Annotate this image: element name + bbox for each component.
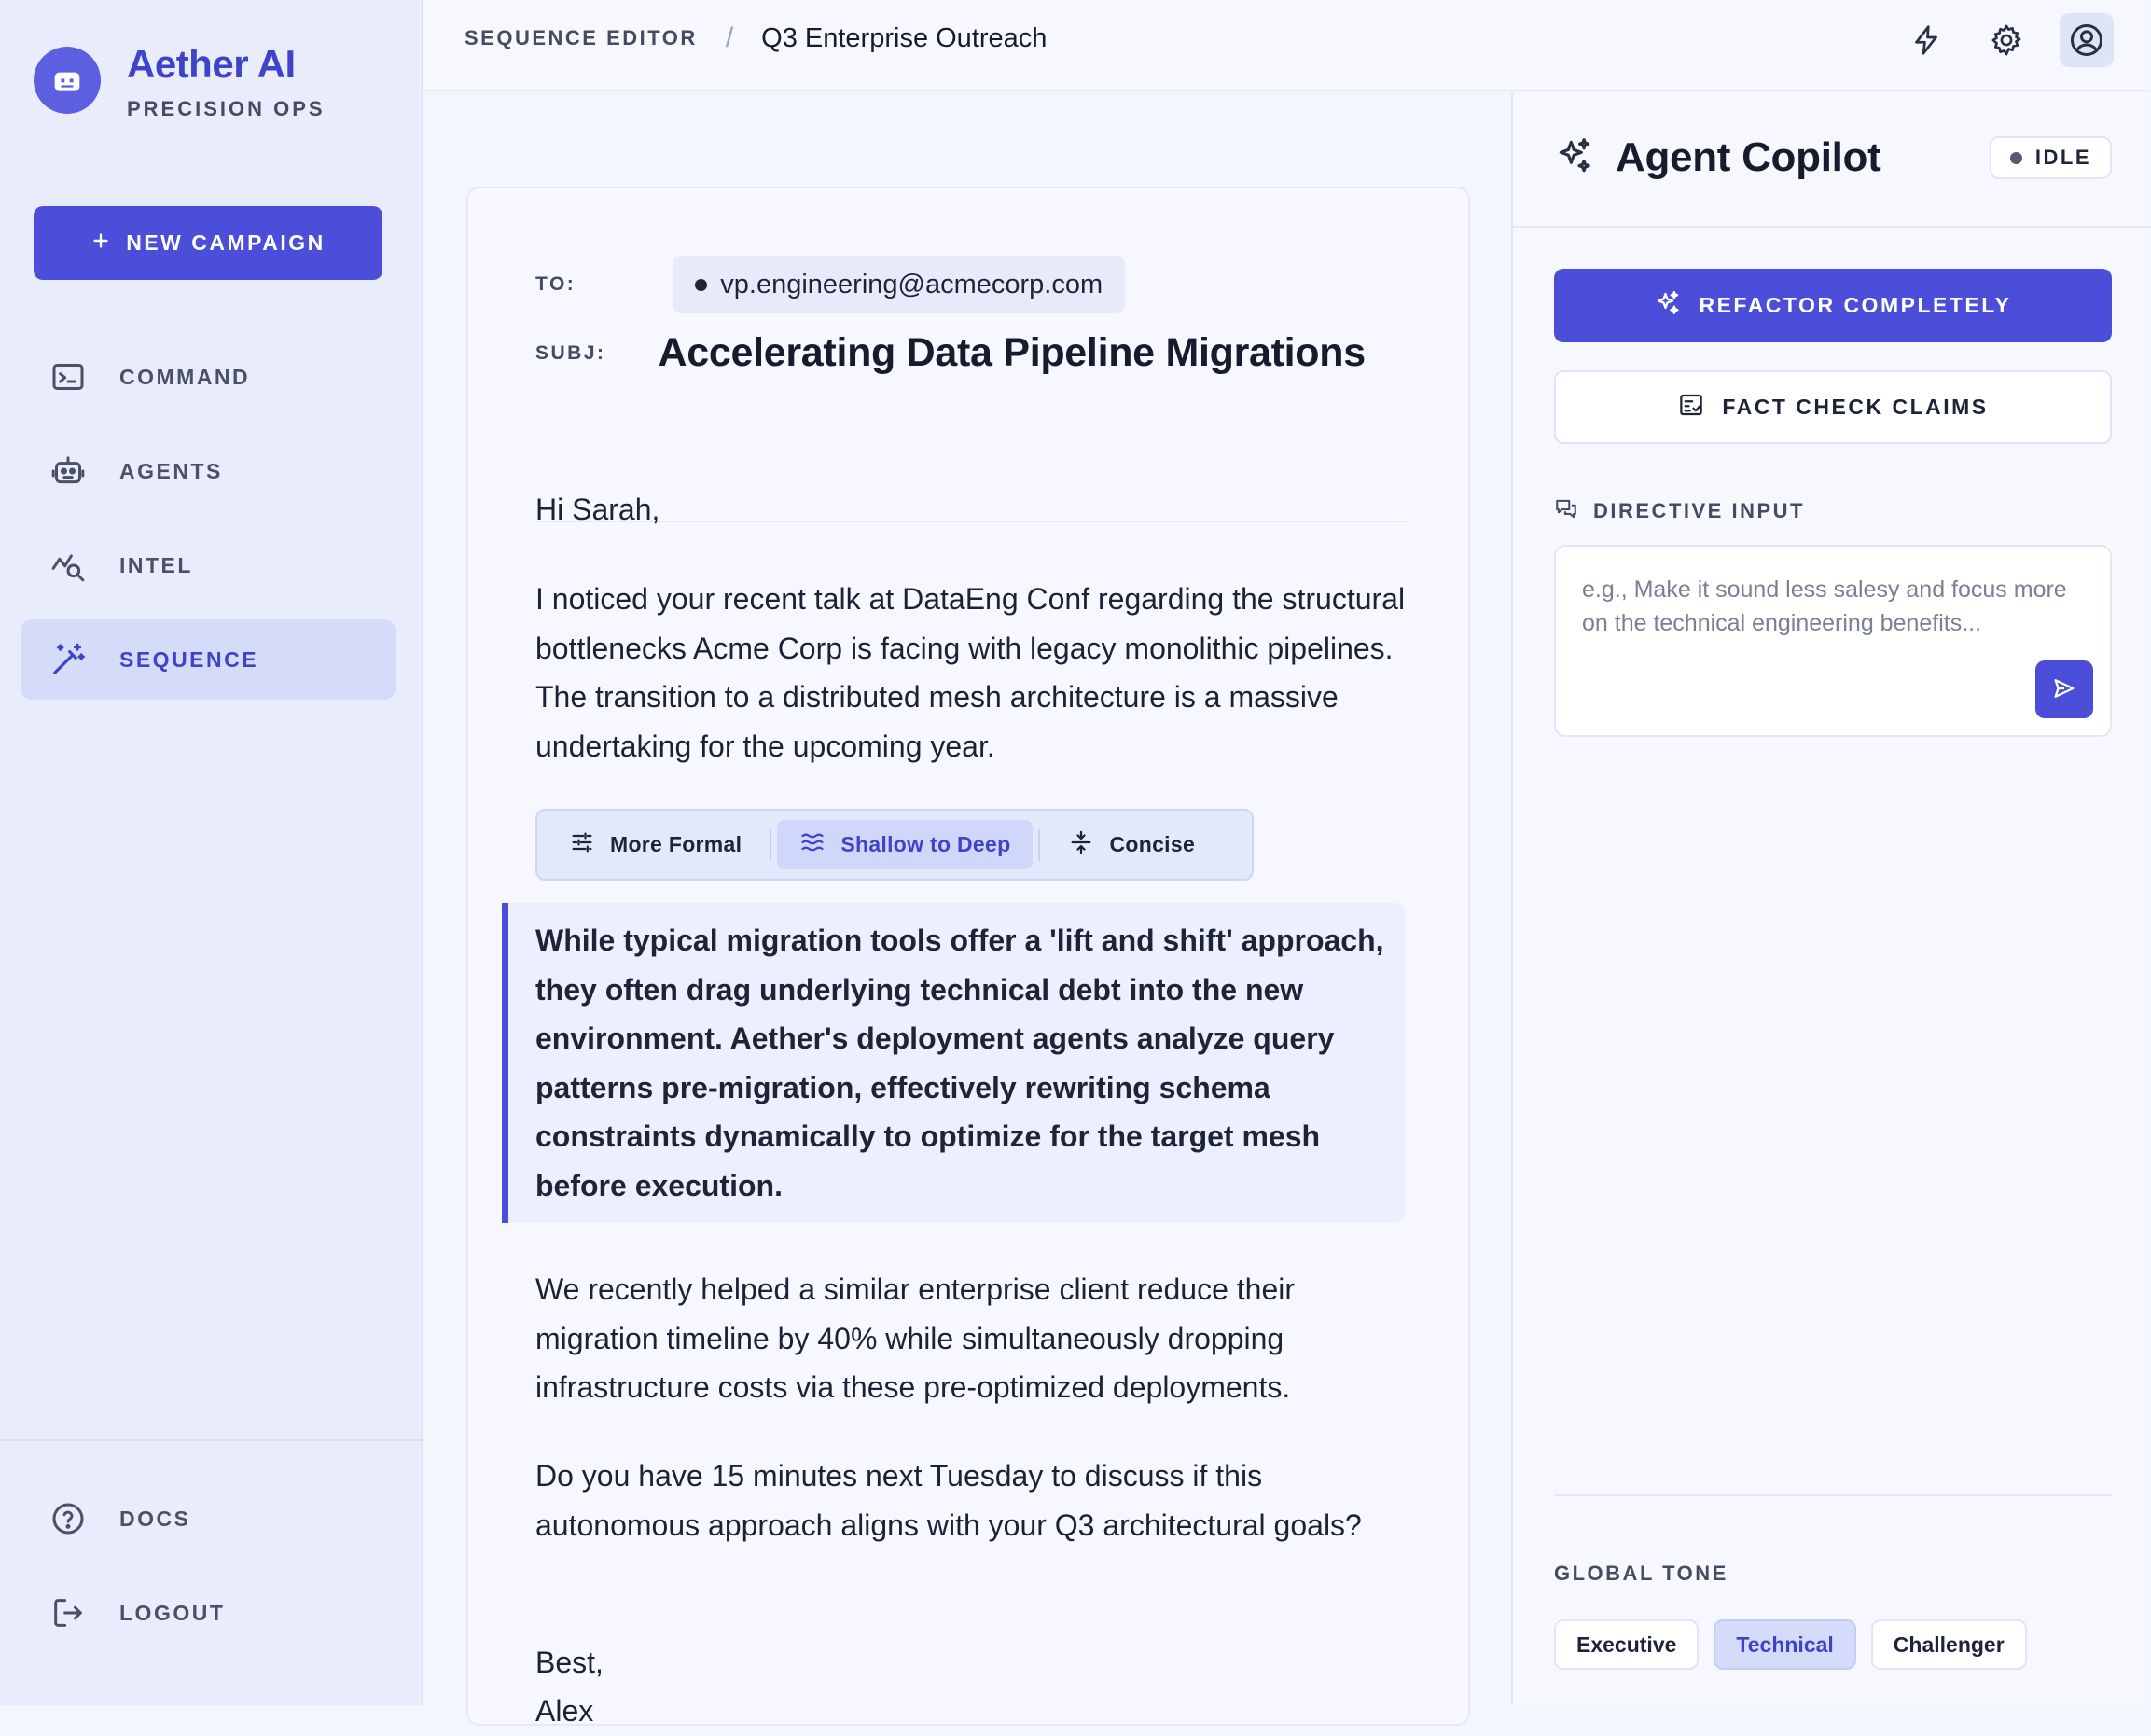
global-tone-label: GLOBAL TONE (1554, 1562, 1728, 1585)
toolbar-separator (770, 829, 771, 861)
copilot-header (1554, 134, 1881, 181)
send-button[interactable] (2035, 660, 2093, 718)
recipient-chip[interactable] (673, 256, 1125, 313)
magic-wand-icon (49, 640, 88, 679)
sidebar-item-logout[interactable] (21, 1573, 396, 1653)
toolbar-separator (1038, 829, 1040, 861)
copilot-divider (1513, 226, 2151, 228)
breadcrumb-section[interactable]: SEQUENCE EDITOR (465, 26, 698, 49)
to-label: TO: (535, 273, 576, 295)
lightning-icon[interactable] (1899, 13, 1953, 67)
sidebar-item-intel[interactable] (21, 525, 396, 605)
sidebar-item-label: AGENTS (119, 458, 223, 483)
tone-technical-button[interactable]: Technical (1714, 1619, 1855, 1670)
copilot-title: Agent Copilot (1616, 134, 1881, 180)
sidebar-item-label: LOGOUT (119, 1600, 226, 1625)
page-title: Q3 Enterprise Outreach (761, 22, 1048, 53)
profile-icon[interactable] (2060, 13, 2114, 67)
tool-label: More Formal (610, 832, 742, 856)
directive-box (1554, 545, 2112, 737)
status-dot-icon (2010, 152, 2022, 164)
selected-paragraph-block[interactable] (502, 903, 1405, 1223)
top-bar (423, 0, 2149, 91)
sidebar-item-label: SEQUENCE (119, 646, 259, 672)
recipient-email: vp.engineering@acmecorp.com (720, 269, 1103, 299)
sidebar-item-sequence[interactable] (21, 619, 396, 700)
terminal-icon (49, 357, 88, 396)
subject-field[interactable]: Accelerating Data Pipeline Migrations (658, 330, 1366, 375)
robot-logo-icon (34, 47, 101, 114)
rewrite-toolbar (535, 809, 1254, 881)
plus-icon (90, 230, 111, 257)
email-paragraph-3[interactable]: We recently helped a similar enterprise client reduce their migration timeline by 40% while simultaneously dropping infrastructure costs via these pre-optimized deployments. (535, 1272, 1296, 1404)
sidebar-nav (21, 337, 396, 714)
status-badge (1990, 136, 2112, 179)
to-row (535, 256, 1125, 313)
email-greeting[interactable]: Hi Sarah, (535, 493, 660, 526)
concise-button[interactable] (1046, 820, 1217, 869)
directive-input[interactable] (1582, 573, 2089, 675)
checklist-icon (1677, 391, 1705, 424)
tone-options (1554, 1619, 2027, 1670)
waves-icon (799, 829, 826, 861)
refactor-label: REFACTOR COMPLETELY (1699, 293, 2012, 317)
tool-label: Concise (1109, 832, 1196, 856)
more-formal-button[interactable] (547, 820, 764, 869)
sliders-icon (569, 829, 595, 861)
chart-search-icon (49, 546, 88, 585)
email-paragraph-1[interactable]: I noticed your recent talk at DataEng Conf regarding the structural bottlenecks Acme Corp is facing with legacy monolithic pipelines. The transition to a distributed mesh architecture is a massive undertaking for the upcoming year. (535, 582, 1406, 763)
brand-title: Aether AI (127, 42, 296, 86)
status-dot-icon (695, 279, 707, 291)
status-label: IDLE (2034, 146, 2091, 169)
top-actions (1899, 13, 2114, 67)
shallow-to-deep-button[interactable] (777, 820, 1033, 869)
fact-check-button[interactable] (1554, 370, 2112, 444)
brand-subtitle: PRECISION OPS (127, 97, 326, 120)
sidebar (0, 0, 423, 1705)
new-campaign-label: NEW CAMPAIGN (126, 230, 326, 255)
sidebar-item-label: COMMAND (119, 364, 251, 389)
robot-icon (49, 451, 88, 491)
send-icon (2051, 675, 2077, 704)
chat-bubbles-icon (1554, 496, 1578, 526)
editor-area (423, 93, 1511, 1728)
sidebar-item-command[interactable] (21, 337, 396, 417)
sidebar-footer (0, 1439, 422, 1667)
fact-check-label: FACT CHECK CLAIMS (1722, 395, 1989, 419)
sidebar-item-agents[interactable] (21, 431, 396, 511)
breadcrumb (465, 22, 1047, 54)
gear-icon[interactable] (1979, 13, 2033, 67)
directive-label (1554, 496, 1805, 526)
sidebar-item-label: INTEL (119, 552, 193, 577)
sparkles-icon (1654, 289, 1682, 323)
new-campaign-button[interactable] (34, 206, 382, 280)
subject-row (535, 330, 1366, 376)
email-signature[interactable]: Alex (535, 1694, 594, 1728)
tool-label: Shallow to Deep (840, 832, 1011, 856)
copilot-panel (1511, 93, 2149, 1705)
sidebar-item-docs[interactable] (21, 1479, 396, 1559)
email-signoff[interactable]: Best, (535, 1646, 604, 1679)
directive-label-text: DIRECTIVE INPUT (1593, 499, 1805, 522)
sparkles-icon (1554, 135, 1595, 181)
email-paragraph-4[interactable]: Do you have 15 minutes next Tuesday to discuss if this autonomous approach aligns with your Q3 architectural goals? (535, 1459, 1362, 1542)
sidebar-item-label: DOCS (119, 1506, 191, 1531)
tone-challenger-button[interactable]: Challenger (1871, 1619, 2027, 1670)
breadcrumb-separator: / (725, 22, 734, 53)
email-card (466, 187, 1470, 1726)
tone-divider (1554, 1494, 2112, 1496)
help-circle-icon (49, 1499, 88, 1538)
tone-executive-button[interactable]: Executive (1554, 1619, 1699, 1670)
refactor-completely-button[interactable] (1554, 269, 2112, 342)
subject-label: SUBJ: (535, 341, 606, 364)
email-paragraph-2[interactable]: While typical migration tools offer a 'lift and shift' approach, they often drag underlying technical debt into the new environment. Aether's deployment agents analyze query patterns pre-migration, effectively rewriting schema constraints dynamically to optimize for the target mesh before execution. (535, 924, 1384, 1202)
logout-icon (49, 1593, 88, 1632)
brand (34, 41, 326, 121)
compress-icon (1068, 829, 1094, 861)
